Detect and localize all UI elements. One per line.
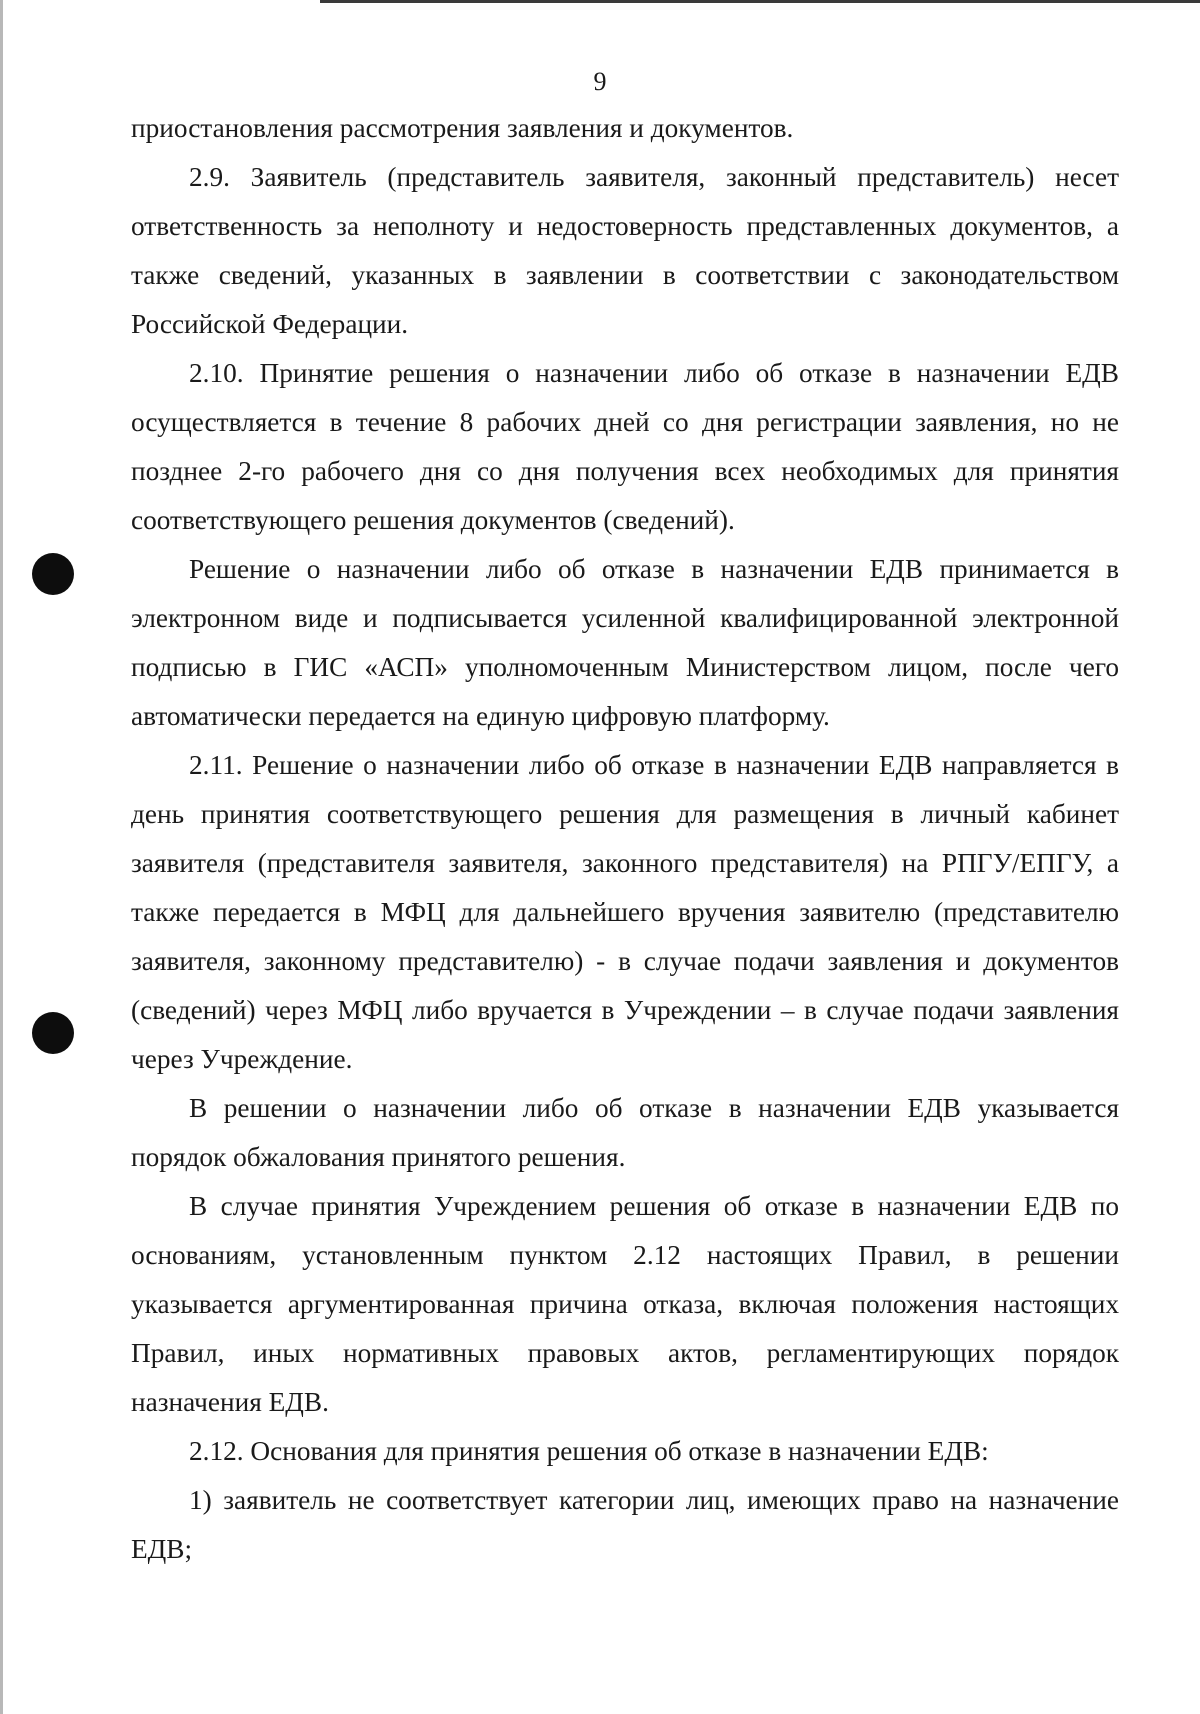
scan-edge-top xyxy=(320,0,1200,3)
paragraph-2-11: 2.11. Решение о назначении либо об отказе в назначении ЕДВ направляется в день принятия соответствующего решения для размещения в личный кабинет заявителя (представителя заявителя, законного представителя) на РПГУ/ЕПГУ, а также передается в МФЦ для дальнейшего вручения заявителю (представителю заявителя, законному представителю) - в случае подачи заявления и документов (сведений) через МФЦ либо вручается в Учреждении – в случае подачи заявления через Учреждение. xyxy=(131,750,1119,1074)
scan-edge-left xyxy=(0,0,3,1714)
paragraph-2-12: 2.12. Основания для принятия решения об отказе в назначении ЕДВ: xyxy=(189,1436,989,1466)
paragraph-appeal-procedure: В решении о назначении либо об отказе в назначении ЕДВ указывается порядок обжалования принятого решения. xyxy=(131,1093,1119,1172)
paragraph-continuation: приостановления рассмотрения заявления и документов. xyxy=(131,113,794,143)
punch-hole-mark xyxy=(32,1012,74,1054)
paragraph-decision-electronic: Решение о назначении либо об отказе в назначении ЕДВ принимается в электронном виде и подписывается усиленной квалифицированной электронной подписью в ГИС «АСП» уполномоченным Министерством лицом, после чего автоматически передается на единую цифровую платформу. xyxy=(131,554,1119,731)
paragraph-2-9: 2.9. Заявитель (представитель заявителя, законный представитель) несет ответственность за неполноту и недостоверность представленных документов, а также сведений, указанных в заявлении в соответствии с законодательством Российской Федерации. xyxy=(131,162,1119,339)
page-number: 9 xyxy=(593,67,607,96)
punch-hole-mark xyxy=(32,553,74,595)
paragraph-refusal-reasons: В случае принятия Учреждением решения об отказе в назначении ЕДВ по основаниям, установленным пунктом 2.12 настоящих Правил, в решении указывается аргументированная причина отказа, включая положения настоящих Правил, иных нормативных правовых актов, регламентирующих порядок назначения ЕДВ. xyxy=(131,1191,1119,1417)
list-item-1: 1) заявитель не соответствует категории лиц, имеющих право на назначение ЕДВ; xyxy=(131,1485,1119,1564)
paragraph-2-10: 2.10. Принятие решения о назначении либо об отказе в назначении ЕДВ осуществляется в течение 8 рабочих дней со дня регистрации заявления, но не позднее 2-го рабочего дня со дня получения всех необходимых для принятия соответствующего решения документов (сведений). xyxy=(131,358,1119,535)
document-body xyxy=(131,104,1119,1574)
